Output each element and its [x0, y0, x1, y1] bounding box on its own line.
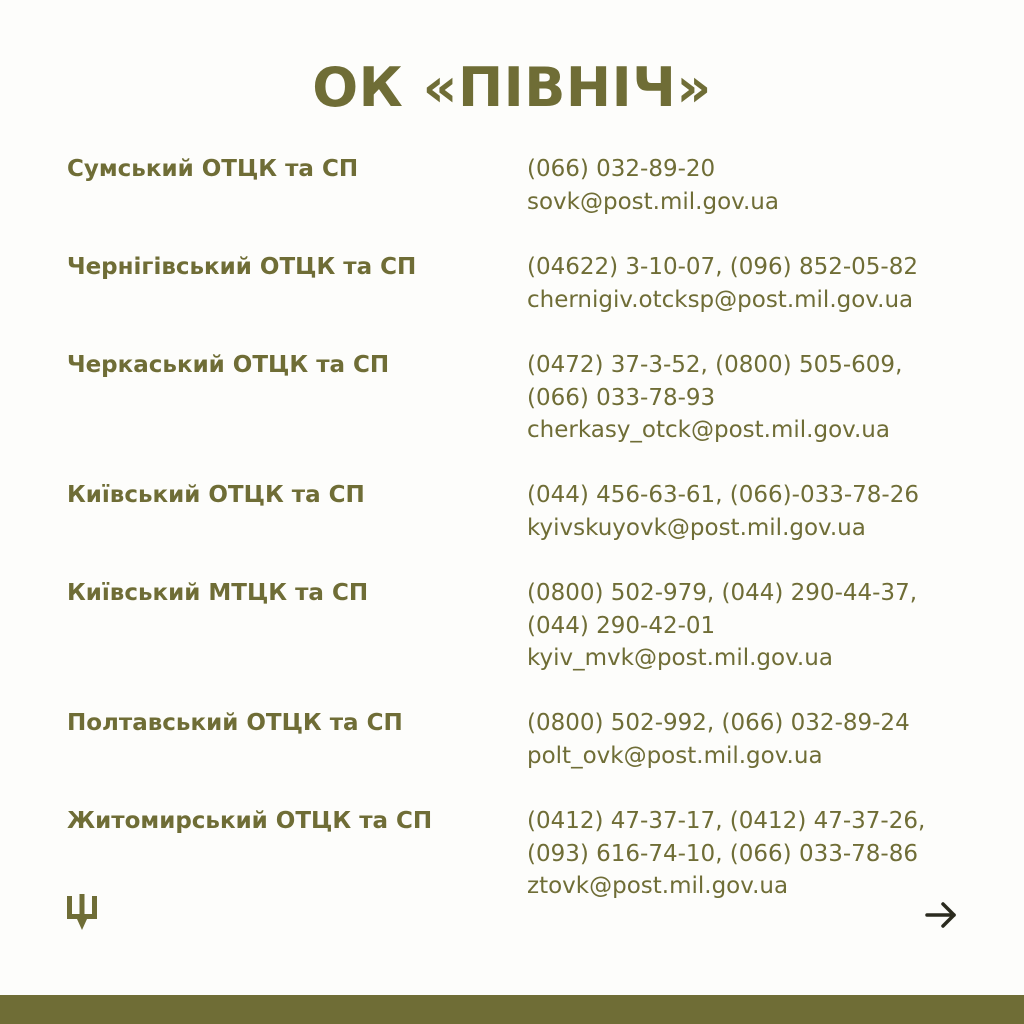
- email-line[interactable]: kyivskuyovk@post.mil.gov.ua: [527, 514, 866, 541]
- office-name: Київський МТЦК та СП: [67, 580, 369, 606]
- phone-line: (04622) 3-10-07, (096) 852-05-82: [527, 254, 918, 280]
- email-line[interactable]: ztovk@post.mil.gov.ua: [527, 873, 789, 899]
- email-line[interactable]: cherkasy_otck@post.mil.gov.ua: [527, 417, 890, 443]
- office-contacts: [527, 153, 779, 218]
- office-name: Сумський ОТЦК та СП: [67, 156, 359, 182]
- bottom-bar: [0, 995, 1024, 1024]
- page-title: ОК «ПІВНІЧ»: [312, 56, 712, 119]
- office-contacts: [527, 577, 917, 675]
- phone-line: (093) 616-74-10, (066) 033-78-86: [527, 840, 918, 867]
- phone-line: (0472) 37-3-52, (0800) 505-609,: [527, 352, 903, 378]
- email-line[interactable]: chernigiv.otcksp@post.mil.gov.ua: [527, 286, 914, 313]
- email-line[interactable]: kyiv_mvk@post.mil.gov.ua: [527, 645, 833, 671]
- office-name: Чернігівський ОТЦК та СП: [67, 254, 417, 280]
- office-name: Черкаський ОТЦК та СП: [67, 352, 390, 378]
- office-contacts: [527, 707, 910, 772]
- arrow-right-icon[interactable]: [924, 900, 958, 930]
- email-line[interactable]: sovk@post.mil.gov.ua: [527, 188, 779, 215]
- phone-line: (044) 290-42-01: [527, 612, 716, 639]
- office-contacts: [527, 479, 919, 544]
- phone-line: (0412) 47-37-17, (0412) 47-37-26,: [527, 808, 926, 834]
- phone-line: (0800) 502-992, (066) 032-89-24: [527, 710, 910, 736]
- office-contacts: [527, 805, 925, 903]
- office-contacts: [527, 349, 902, 447]
- phone-line: (044) 456-63-61, (066)-033-78-26: [527, 482, 919, 508]
- phone-line: (0800) 502-979, (044) 290-44-37,: [527, 580, 918, 606]
- trident-icon: [66, 894, 98, 930]
- email-line[interactable]: polt_ovk@post.mil.gov.ua: [527, 742, 823, 769]
- office-name: Полтавський ОТЦК та СП: [67, 710, 403, 736]
- office-name: Житомирський ОТЦК та СП: [67, 808, 433, 834]
- phone-line: (066) 033-78-93: [527, 384, 716, 411]
- phone-line: (066) 032-89-20: [527, 156, 716, 182]
- office-name: Київський ОТЦК та СП: [67, 482, 365, 508]
- office-contacts: [527, 251, 918, 316]
